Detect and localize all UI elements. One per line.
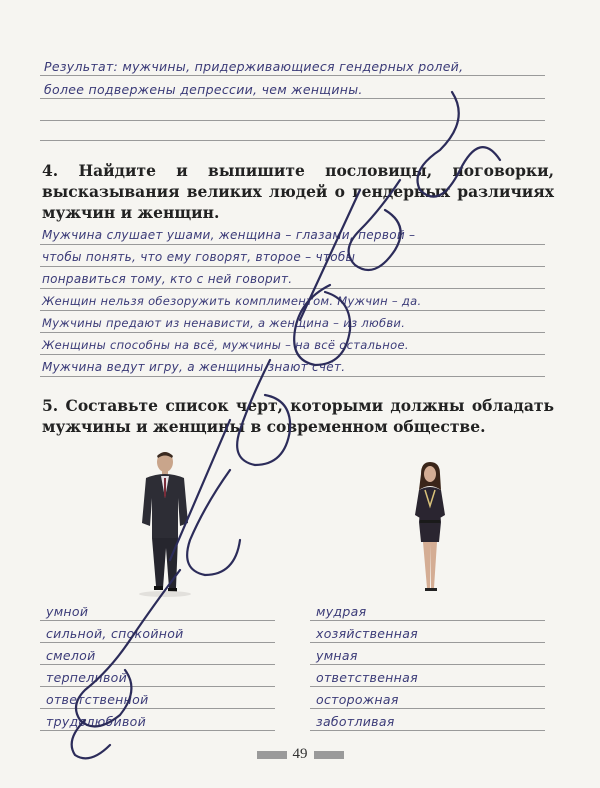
ruled-line [40, 354, 545, 355]
ruled-line [310, 730, 545, 731]
proverb-line: Мужчины предают из ненависти, а женщина – из любви. [42, 316, 406, 330]
ruled-line [40, 664, 275, 665]
woman-trait: мудрая [316, 604, 367, 619]
page-number-bar-right [314, 751, 344, 759]
man-trait: ответственной [46, 692, 149, 707]
man-trait: умной [46, 604, 89, 619]
ruled-line [40, 642, 275, 643]
page-number-text: 49 [292, 746, 308, 762]
ruled-line [310, 620, 545, 621]
man-figure-image [120, 448, 210, 598]
ruled-line [310, 642, 545, 643]
ruled-line [310, 686, 545, 687]
task-4-title: 4. Найдите и выпишите пословицы, поговорки, высказывания великих людей о гендерных различиях мужчин и женщин. [42, 161, 554, 222]
ruled-line [40, 98, 545, 99]
ruled-line [40, 266, 545, 267]
man-trait: смелой [46, 648, 96, 663]
ruled-line [40, 288, 545, 289]
ruled-line [40, 75, 545, 76]
ruled-line [40, 120, 545, 121]
ruled-line [40, 244, 545, 245]
man-trait: трудолюбивой [46, 714, 146, 729]
man-trait: сильной, спокойной [46, 626, 184, 641]
woman-trait: хозяйственная [316, 626, 418, 641]
woman-trait: заботливая [316, 714, 395, 729]
proverb-line: Мужчина слушает ушами, женщина – глазами, первой – [42, 228, 416, 242]
woman-trait: ответственная [316, 670, 418, 685]
task-5-title: 5. Составьте список черт, которыми должны обладать мужчины и женщины в современном обществе. [42, 396, 554, 436]
ruled-line [40, 620, 275, 621]
page-number [0, 746, 600, 763]
ruled-line [40, 376, 545, 377]
woman-trait: умная [316, 648, 358, 663]
proverb-line: Женщины способны на всё, мужчины – на всё остальное. [42, 338, 409, 352]
proverb-line: Женщин нельзя обезоружить комплиментом. Мужчин – да. [42, 294, 422, 308]
ruled-line [310, 664, 545, 665]
ruled-line [40, 730, 275, 731]
ruled-line [40, 332, 545, 333]
ruled-line [40, 310, 545, 311]
proverb-line: Мужчина ведут игру, а женщины знают счёт. [42, 360, 346, 374]
ruled-line [40, 708, 275, 709]
answer-line-1: Результат: мужчины, придерживающиеся гендерных ролей, [44, 59, 464, 74]
woman-trait: осторожная [316, 692, 399, 707]
man-trait: терпеливой [46, 670, 128, 685]
page-number-bar-left [257, 751, 287, 759]
ruled-line [40, 140, 545, 141]
woman-figure-image [395, 460, 465, 600]
proverb-line: чтобы понять, что ему говорят, второе – чтобы [42, 250, 356, 264]
ruled-line [310, 708, 545, 709]
proverb-line: понравиться тому, кто с ней говорит. [42, 272, 293, 286]
ruled-line [40, 686, 275, 687]
answer-line-2: более подвержены депрессии, чем женщины. [44, 82, 363, 97]
